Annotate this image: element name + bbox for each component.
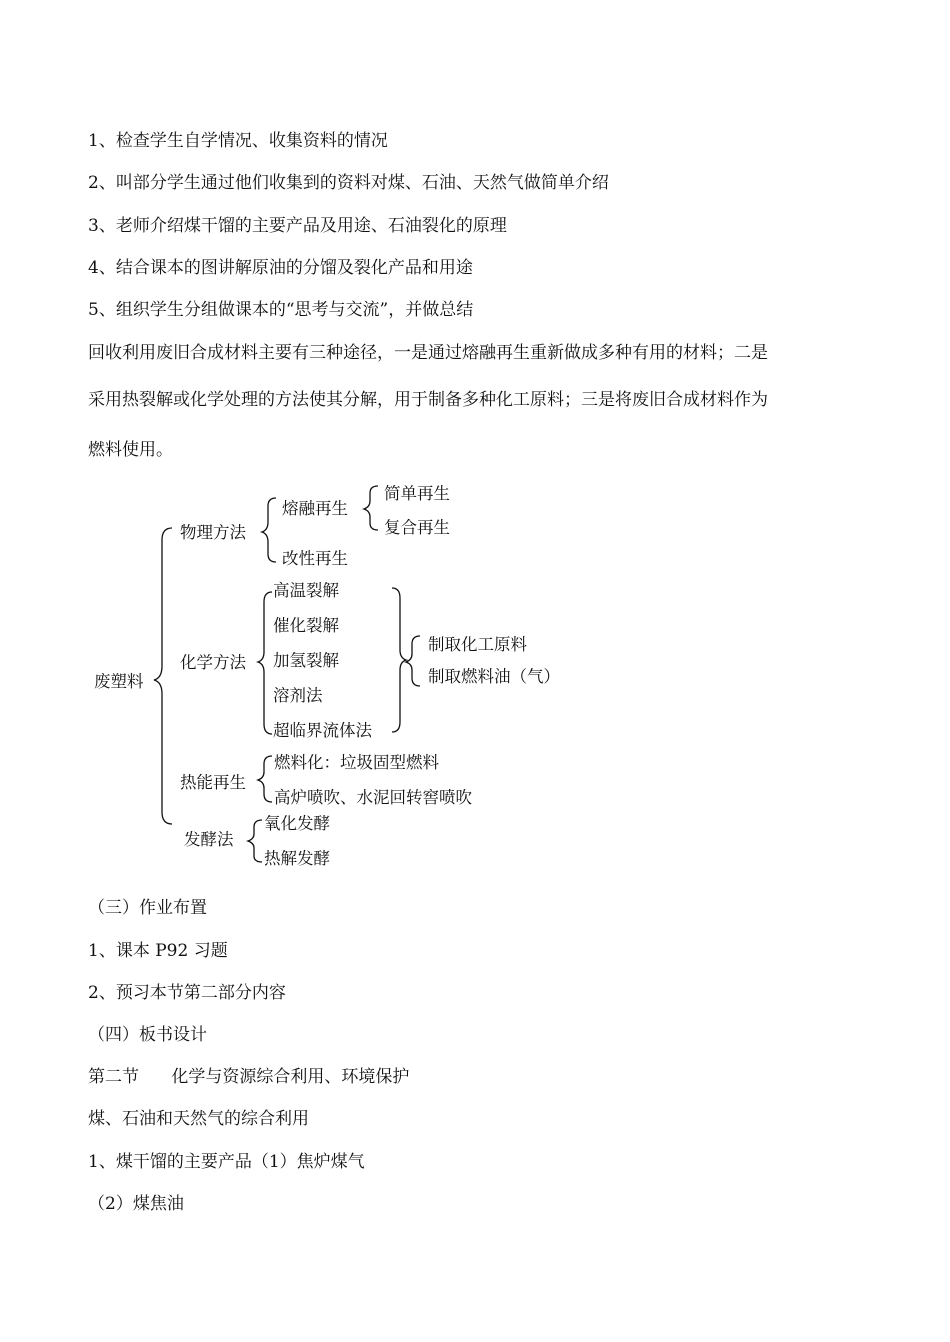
step-5: 5、组织学生分组做课本的“思考与交流”，并做总结 <box>88 300 474 320</box>
step-4: 4、结合课本的图讲解原油的分馏及裂化产品和用途 <box>88 258 473 278</box>
melt-label: 熔融再生 <box>282 499 348 518</box>
simple-regen-label: 简单再生 <box>384 484 450 503</box>
chemical-brace <box>258 592 272 734</box>
chem-method-1: 高温裂解 <box>273 581 339 600</box>
chem-method-2: 催化裂解 <box>273 616 339 635</box>
recycle-paragraph-line-2: 采用热裂解或化学处理的方法使其分解，用于制备多种化工原料；三是将废旧合成材料作为 <box>88 390 768 410</box>
step-2: 2、叫部分学生通过他们收集到的资料对煤、石油、天然气做简单介绍 <box>88 173 609 193</box>
chem-product-1: 制取化工原料 <box>428 635 527 654</box>
root-brace <box>154 528 172 824</box>
physical-label: 物理方法 <box>180 523 246 542</box>
chem-method-5: 超临界流体法 <box>273 721 372 740</box>
root-label: 废塑料 <box>94 672 144 691</box>
chem-product-2: 制取燃料油（气） <box>428 667 560 686</box>
thermal-brace <box>258 756 272 802</box>
physical-brace <box>262 498 276 562</box>
ferment-item-2: 热解发酵 <box>264 849 330 868</box>
products-brace <box>406 636 420 686</box>
plastic-recycling-diagram <box>0 470 950 880</box>
board-topic: 煤、石油和天然气的综合利用 <box>88 1109 309 1129</box>
recycle-paragraph-line-3: 燃料使用。 <box>88 440 173 460</box>
melt-brace <box>364 486 378 530</box>
chem-method-3: 加氢裂解 <box>273 651 339 670</box>
chemical-label: 化学方法 <box>180 653 246 672</box>
board-line-2: （2）煤焦油 <box>88 1194 184 1214</box>
step-3: 3、老师介绍煤干馏的主要产品及用途、石油裂化的原理 <box>88 216 507 236</box>
thermal-label: 热能再生 <box>180 773 246 792</box>
chem-method-4: 溶剂法 <box>273 686 323 705</box>
ferment-brace <box>248 820 262 862</box>
thermal-item-1: 燃料化：垃圾固型燃料 <box>274 753 439 772</box>
ferment-item-1: 氧化发酵 <box>264 814 330 833</box>
board-heading: （四）板书设计 <box>88 1025 207 1045</box>
homework-item-2: 2、预习本节第二部分内容 <box>88 983 286 1003</box>
recycle-paragraph-line-1: 回收利用废旧合成材料主要有三种途径，一是通过熔融再生重新做成多种有用的材料；二是 <box>88 343 768 363</box>
homework-item-1: 1、课本 P92 习题 <box>88 941 228 961</box>
step-1: 1、检查学生自学情况、收集资料的情况 <box>88 131 388 151</box>
composite-regen-label: 复合再生 <box>384 518 450 537</box>
board-line-1: 1、煤干馏的主要产品（1）焦炉煤气 <box>88 1152 365 1172</box>
methods-close-brace <box>392 588 406 732</box>
modify-regen-label: 改性再生 <box>282 549 348 568</box>
thermal-item-2: 高炉喷吹、水泥回转窖喷吹 <box>274 788 472 807</box>
board-section-title: 第二节 化学与资源综合利用、环境保护 <box>88 1067 410 1087</box>
ferment-label: 发酵法 <box>184 830 234 849</box>
homework-heading: （三）作业布置 <box>88 898 207 918</box>
